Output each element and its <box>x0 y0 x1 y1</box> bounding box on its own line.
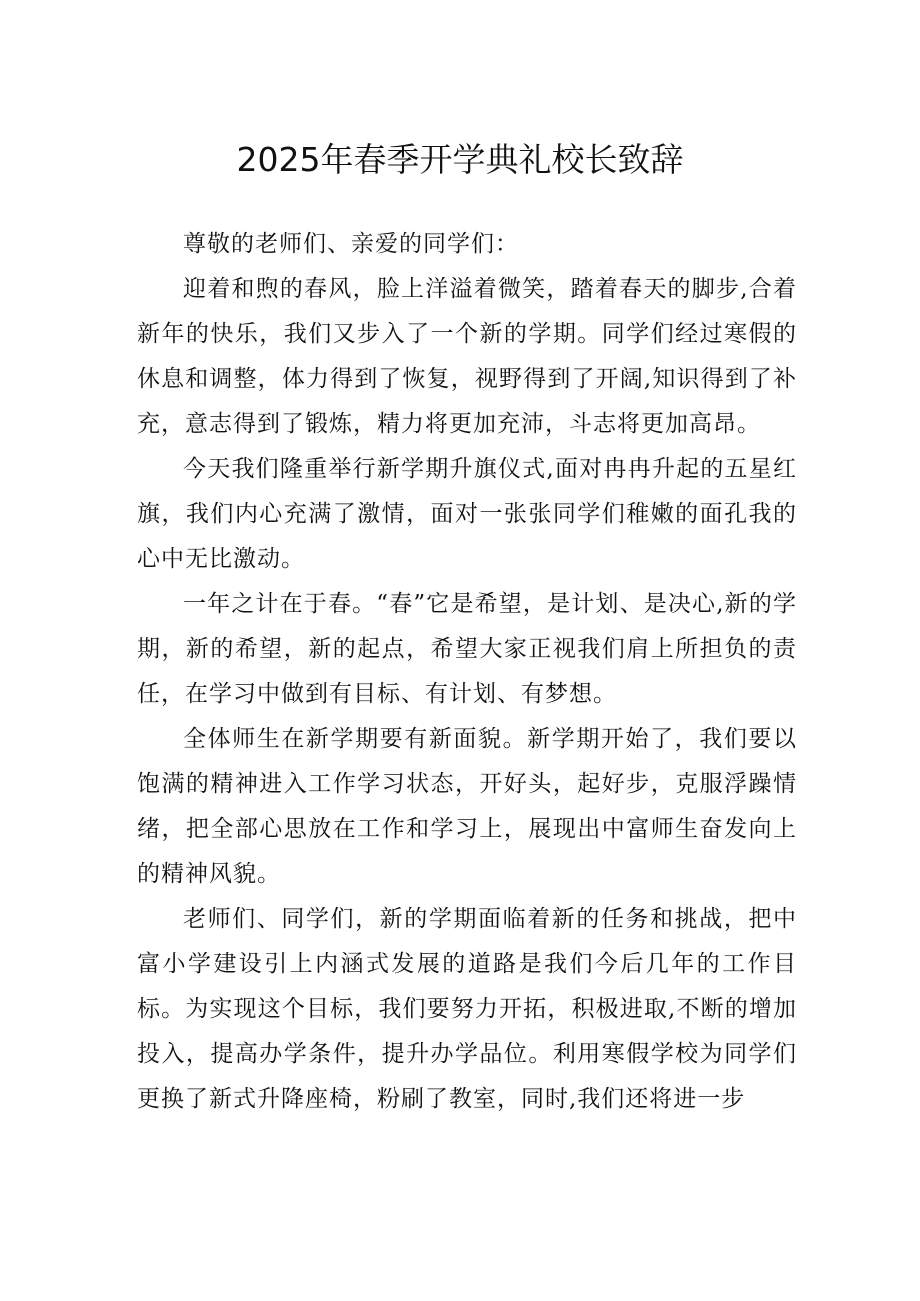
paragraph-3: 一年之计在于春。“春”它是希望，是计划、是决心,新的学期，新的希望，新的起点，希望大家正视我们肩上所担负的责任，在学习中做到有目标、有计划、有梦想。 <box>137 591 797 707</box>
document-title: 2025年春季开学典礼校长致辞 <box>236 140 684 179</box>
document-body <box>137 222 797 1122</box>
paragraph-4: 全体师生在新学期要有新面貌。新学期开始了，我们要以饱满的精神进入工作学习状态，开好头，起好步，克服浮躁情绪，把全部心思放在工作和学习上，展现出中富师生奋发向上的精神风貌。 <box>137 726 797 887</box>
paragraph-1: 迎着和煦的春风，脸上洋溢着微笑，踏着春天的脚步,合着新年的快乐，我们又步入了一个新的学期。同学们经过寒假的休息和调整，体力得到了恢复，视野得到了开阔,知识得到了补充，意志得到了锻炼，精力将更加充沛，斗志将更加高昂。 <box>137 276 797 437</box>
salutation: 尊敬的老师们、亲爱的同学们： <box>183 231 519 257</box>
paragraph-2: 今天我们隆重举行新学期升旗仪式,面对冉冉升起的五星红旗，我们内心充满了激情，面对一张张同学们稚嫩的面孔我的心中无比激动。 <box>137 456 797 572</box>
paragraph-5: 老师们、同学们，新的学期面临着新的任务和挑战，把中富小学建设引上内涵式发展的道路是我们今后几年的工作目标。为实现这个目标，我们要努力开拓，积极进取,不断的增加投入，提高办学条件，提升办学品位。利用寒假学校为同学们更换了新式升降座椅，粉刷了教室，同时,我们还将进一步 <box>137 906 797 1112</box>
